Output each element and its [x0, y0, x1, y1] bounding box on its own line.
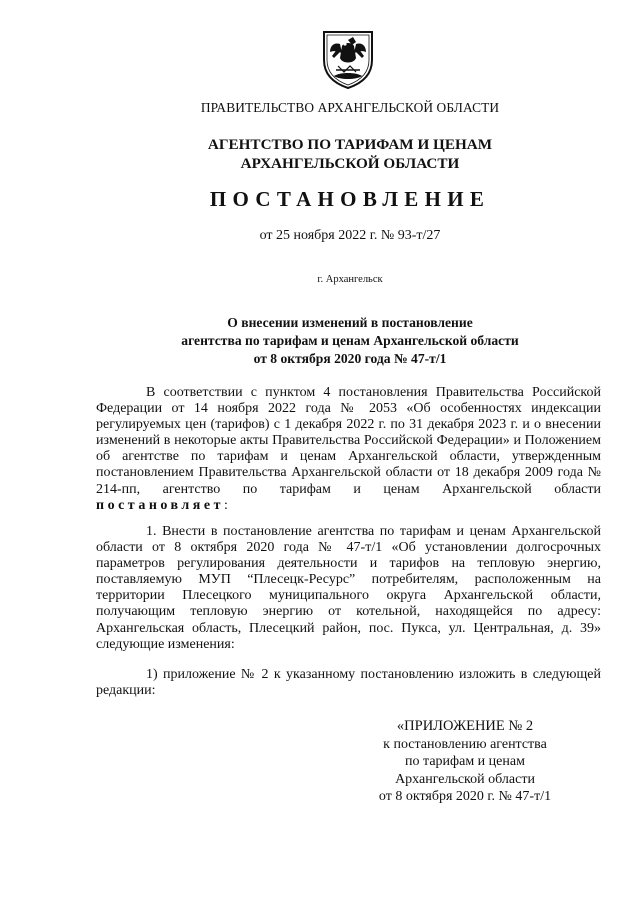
city-name: г. Архангельск — [317, 274, 383, 285]
title-line-3: от 8 октября 2020 года № 47-т/1 — [253, 351, 447, 366]
document-date-number: от 25 ноября 2022 г. № 93-т/27 — [259, 228, 441, 243]
agency-name — [0, 135, 640, 173]
appendix-line-3: по тарифам и ценам — [405, 754, 525, 769]
decree-word: постановляет — [96, 497, 224, 513]
coat-of-arms-icon — [320, 26, 376, 90]
item-1-paragraph: 1. Внести в постановление агентства по тарифам и ценам Архангельской области от 8 октября 2020 года № 47-т/1 «Об установлении долгосрочных параметров регулирования деятельности и тарифов на тепловую энергию, поставляемую МУП “Плесецк-Ресурс” потребителям, расположенным на территории Плесецкого муниципального округа Архангельской области, получающим тепловую энергию от котельной, находящейся по адресу: Архангельская область, Плесецкий район, пос. Пукса, ул. Центральная, д. 39» следующие изменения: — [96, 524, 601, 652]
agency-line-2: АРХАНГЕЛЬСКОЙ ОБЛАСТИ — [240, 155, 460, 172]
government-name: ПРАВИТЕЛЬСТВО АРХАНГЕЛЬСКОЙ ОБЛАСТИ — [200, 100, 500, 115]
appendix-line-1: «ПРИЛОЖЕНИЕ № 2 — [396, 718, 534, 734]
document-type: ПОСТАНОВЛЕНИЕ — [209, 187, 491, 211]
item-1-1-paragraph: 1) приложение № 2 к указанному постановлению изложить в следующей редакции: — [96, 667, 601, 699]
agency-line-1: АГЕНТСТВО ПО ТАРИФАМ И ЦЕНАМ — [207, 136, 493, 153]
document-title — [0, 314, 640, 368]
appendix-line-2: к постановлению агентства — [383, 736, 547, 752]
preamble-text: В соответствии с пунктом 4 постановления Правительства Российской Федерации от 14 ноября 2022 года № 2053 «Об особенностях индексации регулируемых цен (тарифов) с 1 декабря 2022 г. по 31 декабря 2023 г. и о внесении изменений в некоторые акты Правительства Российской Федерации» и Положением об агентстве по тарифам и ценам Архангельской области, утвержденным постановлением Правительства Архангельской области от 18 декабря 2009 года № 214-пп, агентство по тарифам и ценам Архангельской области — [96, 385, 601, 497]
preamble-paragraph: В соответствии с пунктом 4 постановления Правительства Российской Федерации от 14 ноября 2022 года № 2053 «Об особенностях индексации регулируемых цен (тарифов) с 1 декабря 2022 г. по 31 декабря 2023 г. и о внесении изменений в некоторые акты Правительства Российской Федерации» и Положением об агентстве по тарифам и ценам Архангельской области, утвержденным постановлением Правительства Архангельской области от 18 декабря 2009 года № 214-пп, агентство по тарифам и ценам Архангельской области постановляет: — [96, 385, 601, 513]
title-line-1: О внесении изменений в постановление — [227, 315, 473, 330]
appendix-line-4: Архангельской области — [395, 771, 535, 787]
title-line-2: агентства по тарифам и ценам Архангельской области — [181, 333, 519, 348]
appendix-line-5: от 8 октября 2020 г. № 47-т/1 — [378, 789, 552, 804]
appendix-header — [372, 718, 558, 806]
